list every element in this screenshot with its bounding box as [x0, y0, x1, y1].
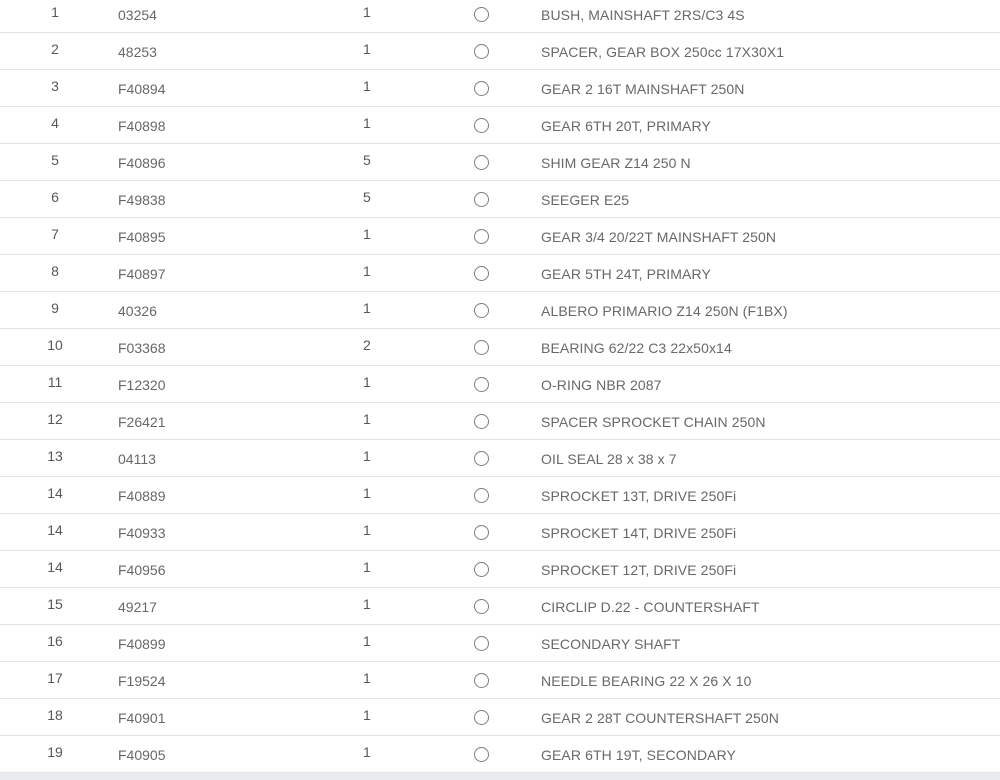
quantity: 1 [363, 78, 371, 94]
table-row [0, 107, 1000, 144]
part-code-cell [110, 710, 355, 726]
part-code-cell [110, 636, 355, 652]
part-code: 49217 [118, 599, 157, 615]
item-number: 19 [47, 744, 63, 760]
item-number-cell [0, 189, 110, 205]
description: GEAR 5TH 24T, PRIMARY [541, 266, 711, 282]
item-number-cell [0, 448, 110, 464]
description-cell [541, 710, 1000, 726]
table-row [0, 255, 1000, 292]
item-number: 2 [51, 41, 59, 57]
radio-button-icon[interactable] [474, 451, 489, 466]
radio-button-icon[interactable] [474, 747, 489, 762]
item-number-cell [0, 633, 110, 649]
select-cell [465, 303, 541, 318]
description: CIRCLIP D.22 - COUNTERSHAFT [541, 599, 760, 615]
quantity: 1 [363, 522, 371, 538]
description-cell [541, 525, 1000, 541]
part-code-cell [110, 747, 355, 763]
description: ALBERO PRIMARIO Z14 250N (F1BX) [541, 303, 788, 319]
item-number: 15 [47, 596, 63, 612]
table-row [0, 403, 1000, 440]
table-row [0, 551, 1000, 588]
quantity-cell [355, 633, 465, 649]
item-number: 12 [47, 411, 63, 427]
description: GEAR 6TH 20T, PRIMARY [541, 118, 711, 134]
description: OIL SEAL 28 x 38 x 7 [541, 451, 677, 467]
item-number: 4 [51, 115, 59, 131]
select-cell [465, 451, 541, 466]
quantity-cell [355, 559, 465, 575]
part-code: F49838 [118, 192, 166, 208]
radio-button-icon[interactable] [474, 118, 489, 133]
item-number: 9 [51, 300, 59, 316]
description: SPACER, GEAR BOX 250cc 17X30X1 [541, 44, 785, 60]
item-number: 7 [51, 226, 59, 242]
select-cell [465, 414, 541, 429]
table-row [0, 292, 1000, 329]
item-number-cell [0, 115, 110, 131]
quantity: 1 [363, 670, 371, 686]
quantity-cell [355, 707, 465, 723]
description: SPROCKET 14T, DRIVE 250Fi [541, 525, 737, 541]
quantity: 1 [363, 707, 371, 723]
description: SEEGER E25 [541, 192, 630, 208]
part-code: F40933 [118, 525, 166, 541]
quantity: 1 [363, 374, 371, 390]
description-cell [541, 340, 1000, 356]
select-cell [465, 44, 541, 59]
quantity: 1 [363, 263, 371, 279]
select-cell [465, 525, 541, 540]
part-code: F12320 [118, 377, 166, 393]
quantity: 1 [363, 411, 371, 427]
radio-button-icon[interactable] [474, 266, 489, 281]
part-code-cell [110, 118, 355, 134]
select-cell [465, 155, 541, 170]
item-number-cell [0, 744, 110, 760]
item-number: 13 [47, 448, 63, 464]
item-number-cell [0, 485, 110, 501]
description: O-RING NBR 2087 [541, 377, 662, 393]
table-row [0, 699, 1000, 736]
description-cell [541, 599, 1000, 615]
item-number-cell [0, 596, 110, 612]
select-cell [465, 192, 541, 207]
part-code: F40898 [118, 118, 166, 134]
item-number: 3 [51, 78, 59, 94]
item-number: 1 [51, 4, 59, 20]
select-cell [465, 710, 541, 725]
description-cell [541, 229, 1000, 245]
table-row [0, 477, 1000, 514]
description-cell [541, 7, 1000, 23]
table-row [0, 181, 1000, 218]
item-number: 6 [51, 189, 59, 205]
table-row [0, 70, 1000, 107]
part-code-cell [110, 451, 355, 467]
item-number-cell [0, 670, 110, 686]
description-cell [541, 303, 1000, 319]
part-code: 03254 [118, 7, 157, 23]
part-code-cell [110, 44, 355, 60]
part-code: 04113 [118, 451, 156, 467]
item-number: 16 [47, 633, 63, 649]
part-code-cell [110, 673, 355, 689]
radio-button-icon[interactable] [474, 710, 489, 725]
part-code-cell [110, 266, 355, 282]
quantity: 1 [363, 559, 371, 575]
part-code: F40895 [118, 229, 166, 245]
quantity-cell [355, 744, 465, 760]
item-number-cell [0, 559, 110, 575]
description-cell [541, 636, 1000, 652]
description-cell [541, 451, 1000, 467]
table-row [0, 514, 1000, 551]
description: SHIM GEAR Z14 250 N [541, 155, 691, 171]
item-number-cell [0, 4, 110, 20]
part-code: F40897 [118, 266, 166, 282]
table-row [0, 329, 1000, 366]
select-cell [465, 747, 541, 762]
item-number: 18 [47, 707, 63, 723]
table-row [0, 662, 1000, 699]
quantity-cell [355, 670, 465, 686]
description-cell [541, 747, 1000, 763]
select-cell [465, 562, 541, 577]
quantity: 1 [363, 115, 371, 131]
description-cell [541, 192, 1000, 208]
part-code-cell [110, 525, 355, 541]
description-cell [541, 266, 1000, 282]
table-row [0, 588, 1000, 625]
select-cell [465, 81, 541, 96]
radio-button-icon[interactable] [474, 81, 489, 96]
item-number-cell [0, 226, 110, 242]
part-code: F40889 [118, 488, 166, 504]
radio-button-icon[interactable] [474, 192, 489, 207]
part-code-cell [110, 192, 355, 208]
partial-next-row [0, 773, 1000, 780]
radio-button-icon[interactable] [474, 562, 489, 577]
description-cell [541, 118, 1000, 134]
quantity-cell [355, 596, 465, 612]
item-number-cell [0, 152, 110, 168]
description: GEAR 2 28T COUNTERSHAFT 250N [541, 710, 780, 726]
part-code: 40326 [118, 303, 157, 319]
item-number-cell [0, 707, 110, 723]
quantity-cell [355, 374, 465, 390]
table-row [0, 0, 1000, 33]
quantity-cell [355, 522, 465, 538]
radio-button-icon[interactable] [474, 599, 489, 614]
description: SPACER SPROCKET CHAIN 250N [541, 414, 766, 430]
part-code: F40896 [118, 155, 166, 171]
part-code-cell [110, 599, 355, 615]
quantity-cell [355, 448, 465, 464]
select-cell [465, 599, 541, 614]
radio-button-icon[interactable] [474, 673, 489, 688]
quantity: 1 [363, 596, 371, 612]
radio-button-icon[interactable] [474, 303, 489, 318]
part-code: F40901 [118, 710, 166, 726]
description: NEEDLE BEARING 22 X 26 X 10 [541, 673, 752, 689]
quantity-cell [355, 300, 465, 316]
item-number: 8 [51, 263, 59, 279]
quantity: 5 [363, 152, 371, 168]
description: SECONDARY SHAFT [541, 636, 681, 652]
part-code: F40899 [118, 636, 166, 652]
part-code: F26421 [118, 414, 166, 430]
item-number: 14 [47, 559, 63, 575]
description: GEAR 6TH 19T, SECONDARY [541, 747, 736, 763]
item-number: 17 [47, 670, 63, 686]
description: GEAR 3/4 20/22T MAINSHAFT 250N [541, 229, 777, 245]
part-code-cell [110, 229, 355, 245]
table-row [0, 440, 1000, 477]
select-cell [465, 266, 541, 281]
description-cell [541, 81, 1000, 97]
radio-button-icon[interactable] [474, 414, 489, 429]
quantity-cell [355, 4, 465, 20]
quantity: 1 [363, 4, 371, 20]
quantity-cell [355, 485, 465, 501]
quantity: 1 [363, 485, 371, 501]
part-code-cell [110, 340, 355, 356]
select-cell [465, 636, 541, 651]
quantity-cell [355, 263, 465, 279]
part-code-cell [110, 562, 355, 578]
quantity-cell [355, 189, 465, 205]
description-cell [541, 377, 1000, 393]
part-code: F40956 [118, 562, 166, 578]
select-cell [465, 7, 541, 22]
part-code: F40905 [118, 747, 166, 763]
table-row [0, 218, 1000, 255]
quantity: 1 [363, 41, 371, 57]
part-code-cell [110, 7, 355, 23]
select-cell [465, 118, 541, 133]
select-cell [465, 673, 541, 688]
quantity-cell [355, 115, 465, 131]
select-cell [465, 488, 541, 503]
radio-button-icon[interactable] [474, 229, 489, 244]
description-cell [541, 44, 1000, 60]
description-cell [541, 562, 1000, 578]
part-code-cell [110, 414, 355, 430]
item-number: 11 [47, 374, 63, 390]
radio-button-icon[interactable] [474, 155, 489, 170]
item-number-cell [0, 337, 110, 353]
table-row [0, 736, 1000, 773]
quantity: 1 [363, 226, 371, 242]
description-cell [541, 414, 1000, 430]
radio-button-icon[interactable] [474, 44, 489, 59]
table-row [0, 144, 1000, 181]
part-code: F40894 [118, 81, 166, 97]
item-number: 5 [51, 152, 59, 168]
radio-button-icon[interactable] [474, 340, 489, 355]
quantity: 1 [363, 300, 371, 316]
part-code-cell [110, 81, 355, 97]
select-cell [465, 377, 541, 392]
quantity: 5 [363, 189, 371, 205]
item-number-cell [0, 78, 110, 94]
part-code: 48253 [118, 44, 157, 60]
quantity-cell [355, 226, 465, 242]
radio-button-icon[interactable] [474, 525, 489, 540]
item-number-cell [0, 522, 110, 538]
table-row [0, 33, 1000, 70]
radio-button-icon[interactable] [474, 7, 489, 22]
description: BUSH, MAINSHAFT 2RS/C3 4S [541, 7, 745, 23]
select-cell [465, 340, 541, 355]
part-code-cell [110, 303, 355, 319]
radio-button-icon[interactable] [474, 488, 489, 503]
radio-button-icon[interactable] [474, 636, 489, 651]
description-cell [541, 488, 1000, 504]
description-cell [541, 155, 1000, 171]
part-code-cell [110, 377, 355, 393]
description: GEAR 2 16T MAINSHAFT 250N [541, 81, 745, 97]
item-number-cell [0, 41, 110, 57]
quantity: 1 [363, 744, 371, 760]
item-number: 14 [47, 522, 63, 538]
item-number-cell [0, 300, 110, 316]
quantity-cell [355, 411, 465, 427]
quantity: 1 [363, 633, 371, 649]
description-cell [541, 673, 1000, 689]
quantity: 1 [363, 448, 371, 464]
select-cell [465, 229, 541, 244]
table-row [0, 366, 1000, 403]
description: SPROCKET 12T, DRIVE 250Fi [541, 562, 737, 578]
radio-button-icon[interactable] [474, 377, 489, 392]
table-row [0, 625, 1000, 662]
part-code-cell [110, 155, 355, 171]
item-number-cell [0, 263, 110, 279]
item-number: 10 [47, 337, 63, 353]
item-number: 14 [47, 485, 63, 501]
part-code-cell [110, 488, 355, 504]
quantity-cell [355, 152, 465, 168]
quantity-cell [355, 41, 465, 57]
quantity-cell [355, 78, 465, 94]
part-code: F19524 [118, 673, 166, 689]
quantity: 2 [363, 337, 371, 353]
part-code: F03368 [118, 340, 166, 356]
description: SPROCKET 13T, DRIVE 250Fi [541, 488, 737, 504]
item-number-cell [0, 374, 110, 390]
description: BEARING 62/22 C3 22x50x14 [541, 340, 732, 356]
item-number-cell [0, 411, 110, 427]
quantity-cell [355, 337, 465, 353]
